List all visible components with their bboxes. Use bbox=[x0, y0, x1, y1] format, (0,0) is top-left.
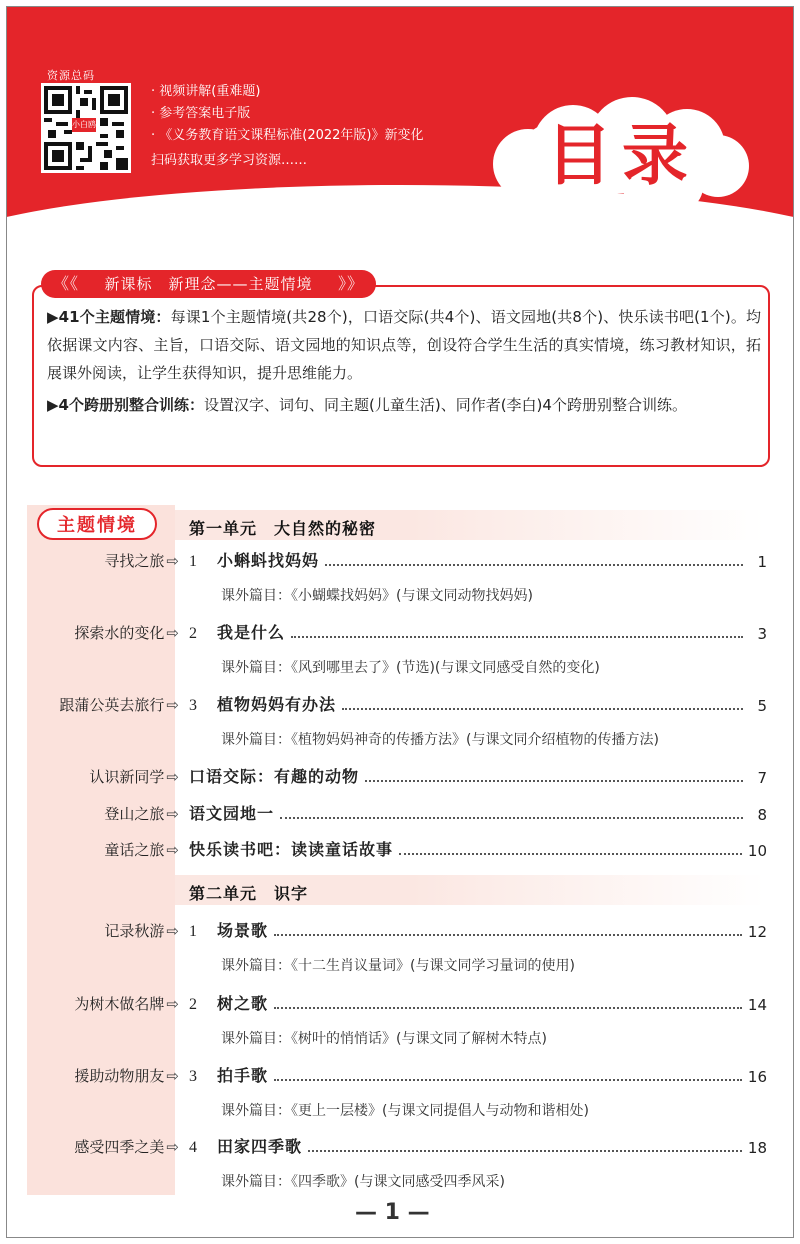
toc-title: 树之歌 bbox=[217, 994, 269, 1013]
leader-dots bbox=[308, 1150, 742, 1152]
toc-title: 口语交际：有趣的动物 bbox=[189, 767, 360, 786]
theme-label: 童话之旅 ⇨ bbox=[9, 839, 179, 860]
toc-page: 18 bbox=[747, 1139, 767, 1157]
leader-dots bbox=[274, 1079, 742, 1081]
chevron-right-icon: 》》 bbox=[337, 274, 364, 293]
toc-row[interactable] bbox=[189, 619, 767, 643]
unit-title: 第二单元 识字 bbox=[189, 884, 309, 903]
toc-number: 3 bbox=[189, 1068, 197, 1085]
leader-dots bbox=[365, 780, 743, 782]
scan-text: 扫码获取更多学习资源…… bbox=[151, 153, 308, 168]
feature-item: · 参考答案电子版 bbox=[151, 103, 424, 125]
concept-text bbox=[47, 303, 761, 423]
theme-label: 感受四季之美 ⇨ bbox=[9, 1136, 179, 1157]
theme-cell bbox=[7, 918, 179, 942]
theme-cell bbox=[7, 801, 179, 825]
toc-row[interactable] bbox=[189, 1062, 767, 1086]
theme-label: 为树木做名牌 ⇨ bbox=[9, 993, 179, 1014]
page-title: 目录 bbox=[546, 117, 698, 194]
toc-title: 拍手歌 bbox=[217, 1066, 269, 1085]
extra-reading: 课外篇目：《十二生肖议量词》(与课文同学习量词的使用) bbox=[221, 958, 575, 974]
toc-page: 10 bbox=[747, 842, 767, 860]
extra-reading: 课外篇目：《更上一层楼》(与课文同提倡人与动物和谐相处) bbox=[221, 1103, 589, 1119]
theme-label: 跟蒲公英去旅行 ⇨ bbox=[9, 694, 179, 715]
toc-number: 4 bbox=[189, 1139, 197, 1156]
toc-row[interactable] bbox=[189, 691, 767, 715]
leader-dots bbox=[325, 564, 743, 566]
toc-page: 3 bbox=[757, 625, 767, 643]
toc-row[interactable] bbox=[189, 836, 767, 860]
toc-row[interactable] bbox=[189, 917, 767, 941]
theme-label: 记录秋游 ⇨ bbox=[9, 920, 179, 941]
toc-number: 2 bbox=[189, 625, 197, 642]
extra-reading: 课外篇目：《风到哪里去了》(节选)(与课文同感受自然的变化) bbox=[221, 660, 600, 676]
toc-title: 我是什么 bbox=[217, 623, 286, 642]
theme-cell bbox=[7, 991, 179, 1015]
page-frame bbox=[6, 6, 794, 1238]
theme-label: 登山之旅 ⇨ bbox=[9, 803, 179, 824]
concept-tab-label: 新课标 新理念——主题情境 bbox=[104, 275, 313, 293]
toc-title: 快乐读书吧：读读童话故事 bbox=[189, 840, 394, 859]
toc-number: 1 bbox=[189, 553, 197, 570]
toc-row[interactable] bbox=[189, 763, 767, 787]
theme-cell bbox=[7, 1063, 179, 1087]
toc-title: 小蝌蚪找妈妈 bbox=[217, 551, 320, 570]
toc-number: 2 bbox=[189, 996, 197, 1013]
theme-label: 探索水的变化 ⇨ bbox=[9, 622, 179, 643]
toc-title: 场景歌 bbox=[217, 921, 269, 940]
theme-cell bbox=[7, 692, 179, 716]
toc-number: 3 bbox=[189, 697, 197, 714]
extra-reading: 课外篇目：《小蝴蝶找妈妈》(与课文同动物找妈妈) bbox=[221, 588, 533, 604]
theme-label: 寻找之旅 ⇨ bbox=[9, 550, 179, 571]
toc-page: 1 bbox=[757, 553, 767, 571]
toc-title: 语文园地一 bbox=[189, 804, 275, 823]
concept-lead: ▶4个跨册别整合训练： bbox=[47, 396, 204, 414]
theme-cell bbox=[7, 1134, 179, 1158]
theme-label: 援助动物朋友 ⇨ bbox=[9, 1065, 179, 1086]
toc-number: 1 bbox=[189, 923, 197, 940]
concept-body: 每课1个主题情境(共28个)，口语交际(共4个)、语文园地(共8个)、快乐读书吧(1个)。均依据课文内容、主旨，口语交际、语文园地的知识点等，创设符合学生生活的真实情境，练习教材知识，拓展课外阅读，让学生获得知识，提升思维能力。 bbox=[47, 308, 761, 382]
concept-paragraph bbox=[47, 303, 761, 387]
toc-title: 植物妈妈有办法 bbox=[217, 695, 337, 714]
toc-page: 12 bbox=[747, 923, 767, 941]
leader-dots bbox=[274, 1007, 742, 1009]
toc-row[interactable] bbox=[189, 1133, 767, 1157]
concept-lead: ▶41个主题情境： bbox=[47, 308, 171, 326]
qr-label: 资源总码 bbox=[47, 69, 95, 82]
extra-reading: 课外篇目：《四季歌》(与课文同感受四季风采) bbox=[221, 1174, 505, 1190]
feature-list bbox=[151, 81, 424, 147]
concept-paragraph bbox=[47, 391, 761, 419]
toc-page: 7 bbox=[757, 769, 767, 787]
toc-title: 田家四季歌 bbox=[217, 1137, 303, 1156]
theme-cell bbox=[7, 548, 179, 572]
toc-page: 16 bbox=[747, 1068, 767, 1086]
concept-tab bbox=[41, 270, 376, 298]
extra-reading: 课外篇目：《植物妈妈神奇的传播方法》(与课文同介绍植物的传播方法) bbox=[221, 732, 659, 748]
leader-dots bbox=[280, 817, 743, 819]
feature-item: · 视频讲解(重难题) bbox=[151, 81, 424, 103]
theme-tag: 主题情境 bbox=[37, 508, 157, 540]
leader-dots bbox=[399, 853, 742, 855]
toc-row[interactable] bbox=[189, 800, 767, 824]
concept-body: 设置汉字、词句、同主题(儿童生活)、同作者(李白)4个跨册别整合训练。 bbox=[203, 396, 687, 414]
page-number: — 1 — bbox=[355, 1200, 430, 1225]
leader-dots bbox=[342, 708, 743, 710]
theme-cell bbox=[7, 764, 179, 788]
qr-center-logo: 小白鸥 bbox=[72, 118, 96, 132]
extra-reading: 课外篇目：《树叶的悄悄话》(与课文同了解树木特点) bbox=[221, 1031, 547, 1047]
leader-dots bbox=[274, 934, 742, 936]
qr-code-icon bbox=[41, 83, 131, 173]
unit-title: 第一单元 大自然的秘密 bbox=[189, 519, 377, 538]
toc-page: 8 bbox=[757, 806, 767, 824]
chevron-left-icon: 《《 bbox=[53, 274, 80, 293]
feature-item: · 《义务教育语文课程标准(2022年版)》新变化 bbox=[151, 125, 424, 147]
toc-page: 5 bbox=[757, 697, 767, 715]
theme-cell bbox=[7, 620, 179, 644]
theme-cell bbox=[7, 837, 179, 861]
theme-label: 认识新同学 ⇨ bbox=[9, 766, 179, 787]
toc-row[interactable] bbox=[189, 547, 767, 571]
toc-row[interactable] bbox=[189, 990, 767, 1014]
leader-dots bbox=[291, 636, 743, 638]
toc-page: 14 bbox=[747, 996, 767, 1014]
